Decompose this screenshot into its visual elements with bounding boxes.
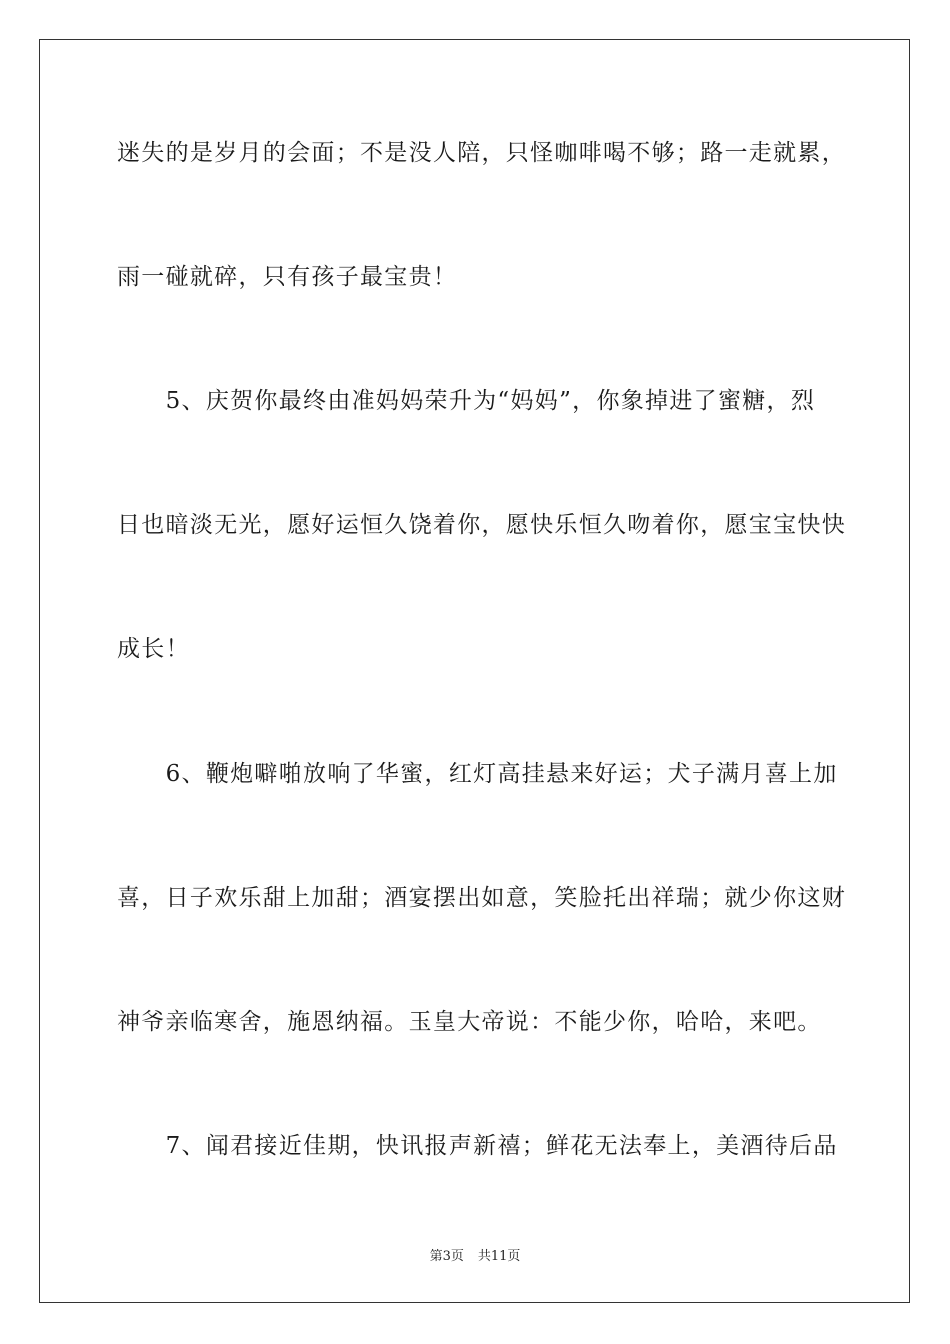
body-line-6: 6、鞭炮噼啪放响了华蜜，红灯高挂悬来好运；犬子满月喜上加 xyxy=(117,761,838,787)
body-line-7: 喜，日子欢乐甜上加甜；酒宴摆出如意，笑脸托出祥瑞；就少你这财 xyxy=(117,885,846,911)
page-number: 第3页 xyxy=(429,1249,464,1264)
body-line-2: 雨一碰就碎，只有孩子最宝贵！ xyxy=(117,264,458,290)
body-line-1: 迷失的是岁月的会面；不是没人陪，只怪咖啡喝不够；路一走就累， xyxy=(117,140,846,166)
body-line-3: 5、庆贺你最终由准妈妈荣升为“妈妈”，你象掉进了蜜糖，烈 xyxy=(117,388,816,414)
body-line-8: 神爷亲临寒舍，施恩纳福。玉皇大帝说：不能少你，哈哈，来吧。 xyxy=(117,1009,822,1035)
page-total: 共11页 xyxy=(477,1249,521,1264)
body-line-5: 成长！ xyxy=(117,636,190,662)
page-footer xyxy=(0,1248,950,1266)
page-border xyxy=(39,39,910,1303)
body-line-4: 日也暗淡无光，愿好运恒久饶着你，愿快乐恒久吻着你，愿宝宝快快 xyxy=(117,512,846,538)
body-line-9: 7、闻君接近佳期，快讯报声新禧；鲜花无法奉上，美酒待后品 xyxy=(117,1133,838,1159)
